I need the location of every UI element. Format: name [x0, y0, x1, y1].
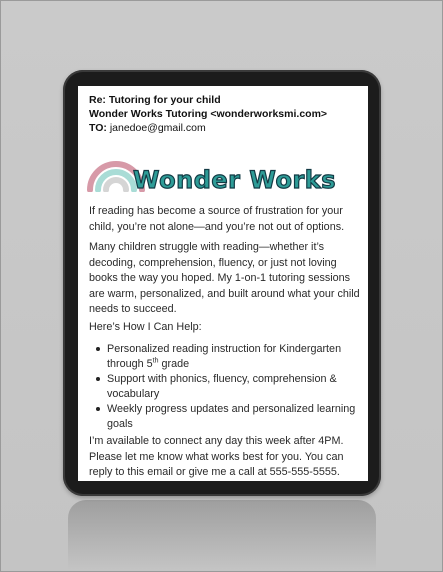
email-from: Wonder Works Tutoring <wonderworksmi.com>: [89, 108, 328, 120]
list-item: Support with phonics, fluency, comprehension & vocabulary: [89, 372, 361, 401]
email-to-address[interactable]: janedoe@gmail.com: [109, 122, 206, 134]
list-item: Weekly progress updates and personalized learning goals: [89, 402, 361, 431]
list-item: Personalized reading instruction for Kindergarten through 5th grade: [89, 342, 361, 371]
email-to: TO: janedoe@gmail.com: [89, 122, 206, 134]
wonder-works-logo: [84, 146, 364, 198]
tablet-reflection: [68, 500, 376, 570]
help-list: [89, 342, 361, 432]
email-subject: Re: Tutoring for your child: [89, 94, 221, 106]
paragraph-availability: I’m available to connect any day this week after 4PM. Please let me know what works best for you. You can reply to this email or give me a call at 555-555-5555.: [89, 435, 344, 478]
paragraph-intro: If reading has become a source of frustration for your child, you’re not alone—and you’re not out of options.: [89, 205, 345, 233]
paragraph-struggle: Many children struggle with reading—whether it’s decoding, comprehension, fluency, or just not loving books the way you hoped. My 1-on-1 tutoring sessions are warm, personalized, and built around what your child needs to succeed.: [89, 241, 360, 315]
logo-text: Wonder Works: [133, 166, 337, 194]
help-heading: Here’s How I Can Help:: [89, 321, 202, 333]
email-screen: [78, 86, 368, 481]
